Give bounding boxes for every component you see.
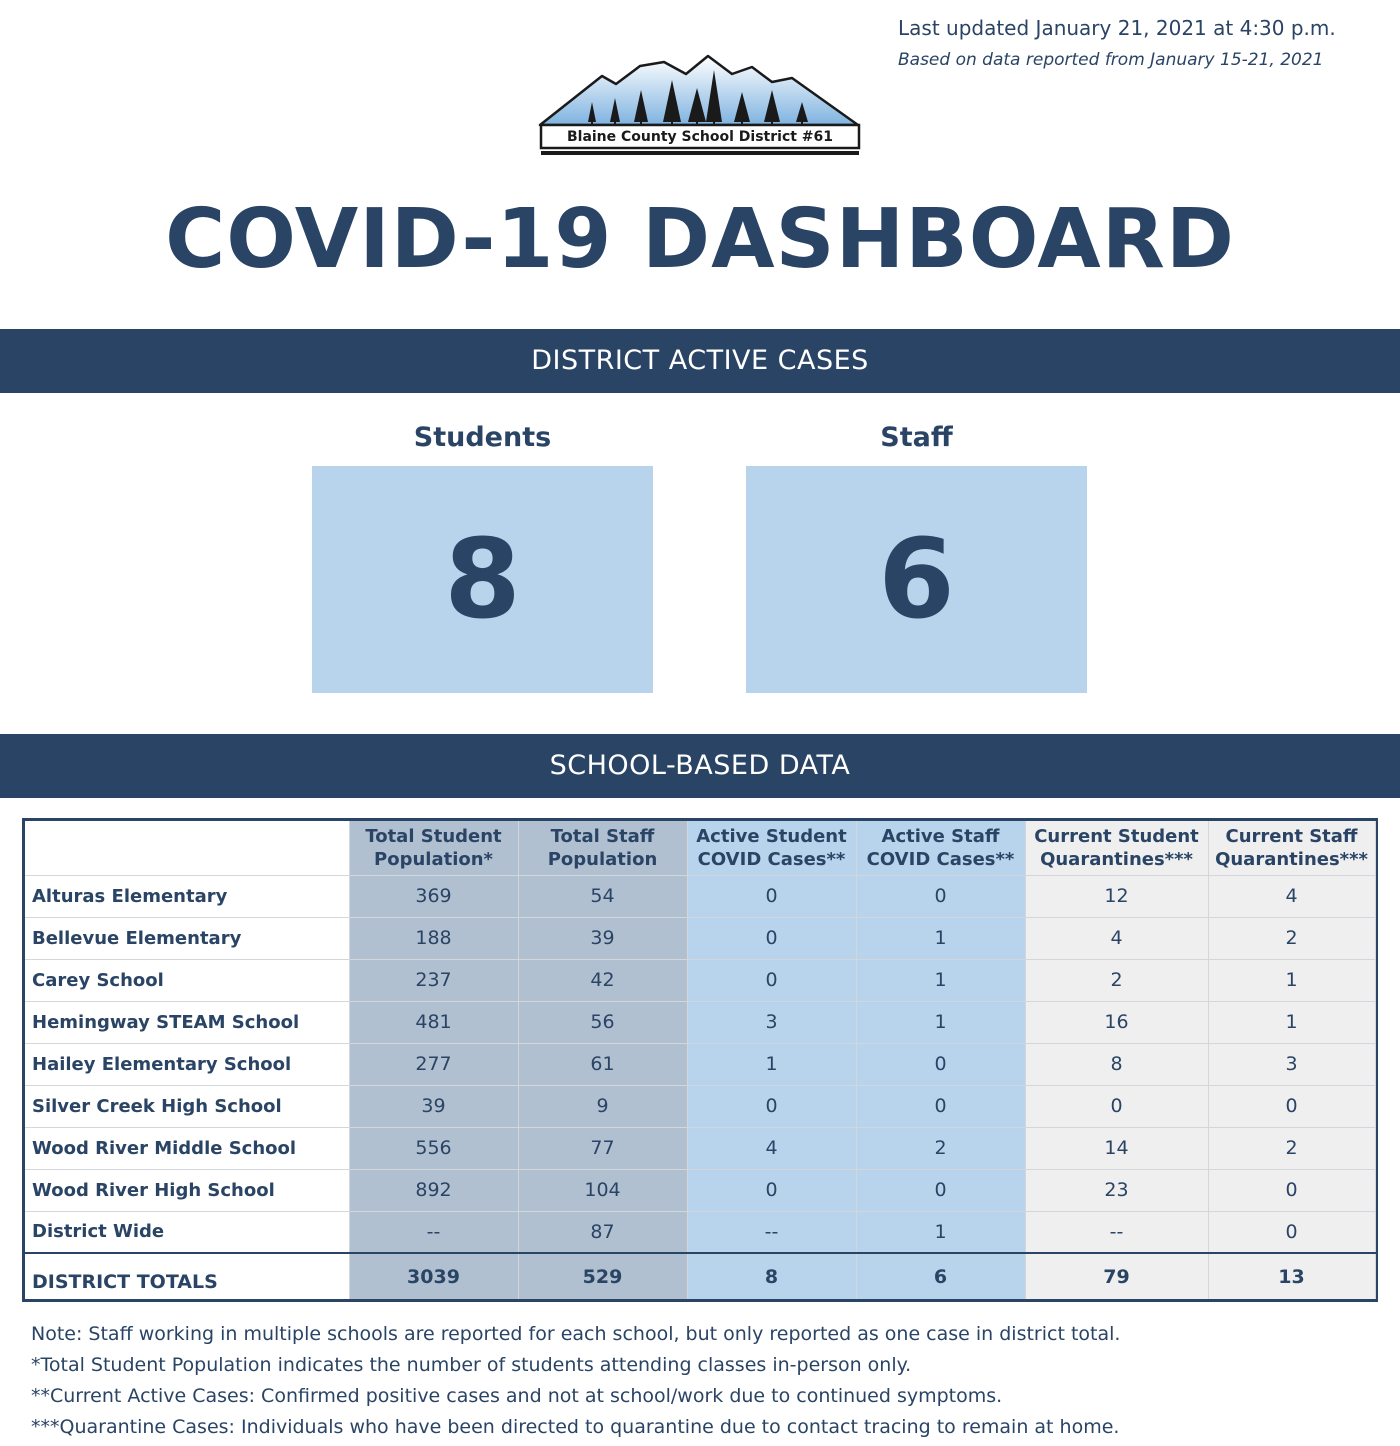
footnote-text: : Staff working in multiple schools are reported for each school, but only reported as one case in district total. [75,1323,1121,1345]
table-cell: 0 [687,1085,856,1127]
table-cell: 0 [856,1085,1025,1127]
table-cell: -- [349,1211,518,1253]
staff-count: 6 [746,466,1087,693]
total-cell: 8 [687,1253,856,1299]
total-cell: 3039 [349,1253,518,1299]
table-cell: 1 [1208,959,1375,1001]
table-row [25,1085,1375,1127]
district-active-heading: DISTRICT ACTIVE CASES [0,329,1400,393]
school-name: Carey School [25,959,349,1001]
table-cell: 4 [1025,917,1208,959]
date-range: Based on data reported from January 15-21, 2021 [898,50,1324,70]
table-cell: 0 [687,959,856,1001]
table-cell: 2 [1208,917,1375,959]
column-header: Total Student Population* [349,821,518,875]
table-cell: 0 [856,1169,1025,1211]
table-cell: -- [687,1211,856,1253]
table-cell: 77 [518,1127,687,1169]
students-label: Students [413,422,552,453]
table-cell: 1 [856,917,1025,959]
table-cell: 1 [856,959,1025,1001]
table-row [25,1169,1375,1211]
table-cell: 56 [518,1001,687,1043]
footnote [31,1381,1120,1412]
table-cell: 1 [856,1001,1025,1043]
table-cell: 3 [687,1001,856,1043]
footnote-term: Note [31,1323,76,1345]
table-cell: 9 [518,1085,687,1127]
total-cell: 529 [518,1253,687,1299]
students-count: 8 [312,466,653,693]
table-cell: 277 [349,1043,518,1085]
table-cell: 0 [687,1169,856,1211]
staff-label: Staff [880,422,953,453]
school-name: Hailey Elementary School [25,1043,349,1085]
footnote [31,1412,1120,1443]
table-cell: 0 [1208,1169,1375,1211]
column-header: Total Staff Population [518,821,687,875]
column-header: Current Staff Quarantines*** [1208,821,1375,875]
total-cell: 6 [856,1253,1025,1299]
totals-row [25,1253,1375,1299]
table-cell: 23 [1025,1169,1208,1211]
district-name: Blaine County School District #61 [566,129,834,145]
school-name: Bellevue Elementary [25,917,349,959]
table-cell: 104 [518,1169,687,1211]
column-header: Active Staff COVID Cases** [856,821,1025,875]
table-cell: 0 [856,1043,1025,1085]
total-cell: 13 [1208,1253,1375,1299]
page-title: COVID-19 DASHBOARD [165,192,1235,287]
table-cell: 14 [1025,1127,1208,1169]
total-cell: 79 [1025,1253,1208,1299]
footnote [31,1319,1120,1350]
table-cell: 1 [687,1043,856,1085]
table-cell: 61 [518,1043,687,1085]
table-row [25,1043,1375,1085]
school-name: Silver Creek High School [25,1085,349,1127]
table-cell: 0 [1208,1211,1375,1253]
table-cell: 2 [1025,959,1208,1001]
table-cell: 556 [349,1127,518,1169]
table-cell: 237 [349,959,518,1001]
table-row [25,917,1375,959]
table-row [25,875,1375,917]
footnote-term: *Total Student Population [31,1354,272,1376]
table-cell: 87 [518,1211,687,1253]
table-cell: 0 [1025,1085,1208,1127]
footnote [31,1350,1120,1381]
table-header-row [25,821,1375,875]
table-cell: 2 [1208,1127,1375,1169]
table-cell: 892 [349,1169,518,1211]
school-data-heading: SCHOOL-BASED DATA [0,734,1400,798]
header-blank-cell [25,821,349,875]
footnote-text: : Confirmed positive cases and not at school/work due to continued symptoms. [248,1385,1003,1407]
table-cell: 4 [1208,875,1375,917]
table-cell: 1 [1208,1001,1375,1043]
table-cell: 0 [687,875,856,917]
footnotes [31,1319,1120,1443]
table-cell: 0 [856,875,1025,917]
table-cell: 54 [518,875,687,917]
table-row [25,1211,1375,1253]
school-data-table [22,818,1378,1302]
footnote-term: **Current Active Cases [31,1385,249,1407]
table-cell: 4 [687,1127,856,1169]
table-cell: 42 [518,959,687,1001]
column-header: Current Student Quarantines*** [1025,821,1208,875]
totals-label: DISTRICT TOTALS [25,1253,349,1299]
table-cell: 369 [349,875,518,917]
table-row [25,959,1375,1001]
column-header: Active Student COVID Cases** [687,821,856,875]
last-updated: Last updated January 21, 2021 at 4:30 p.m. [898,16,1336,40]
school-name: District Wide [25,1211,349,1253]
school-name: Alturas Elementary [25,875,349,917]
table-cell: 1 [856,1211,1025,1253]
table-cell: 39 [349,1085,518,1127]
table-cell: 188 [349,917,518,959]
table-cell: 0 [1208,1085,1375,1127]
table-cell: 8 [1025,1043,1208,1085]
table-cell: 0 [687,917,856,959]
table-cell: -- [1025,1211,1208,1253]
table-cell: 39 [518,917,687,959]
table-cell: 12 [1025,875,1208,917]
table-cell: 481 [349,1001,518,1043]
table-row [25,1001,1375,1043]
footnote-text: : Individuals who have been directed to quarantine due to contact tracing to remain at home. [228,1416,1120,1438]
table-row [25,1127,1375,1169]
school-name: Wood River High School [25,1169,349,1211]
table-cell: 3 [1208,1043,1375,1085]
table-cell: 16 [1025,1001,1208,1043]
footnote-term: ***Quarantine Cases [31,1416,229,1438]
school-name: Hemingway STEAM School [25,1001,349,1043]
school-name: Wood River Middle School [25,1127,349,1169]
table-cell: 2 [856,1127,1025,1169]
footnote-text: indicates the number of students attending classes in-person only. [271,1354,912,1376]
